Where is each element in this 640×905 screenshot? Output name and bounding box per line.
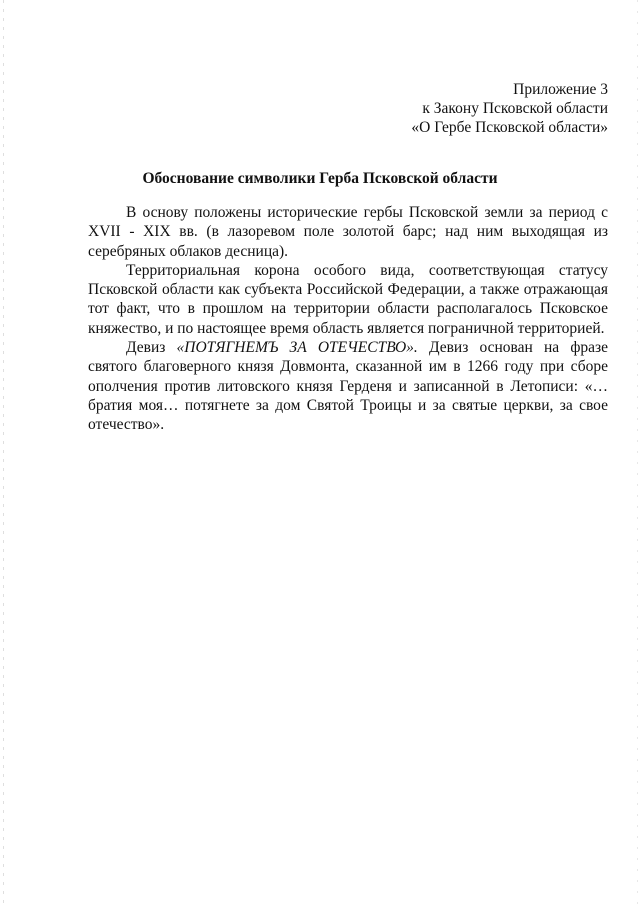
paragraph-historical-basis: В основу положены исторические гербы Псковской земли за период с XVII - XIX вв. (в лазоревом поле золотой барс; над ним выходящая из серебряных облаков десница). (88, 204, 608, 260)
motto-lead: Девиз (126, 339, 177, 357)
motto-explanation: Девиз основан на фразе святого благоверного князя Довмонта, сказанной им в 1266 году при сборе ополчения против литовского князя Герденя и записанной в Летописи: «…братия моя… потягнете за дом Святой Троицы и за святые церкви, за свое отечество». (88, 339, 609, 434)
paragraph-territorial-crown: Территориальная корона особого вида, соответствующая статусу Псковской области как субъекта Российской Федерации, а также отражающая тот факт, что в прошлом на территории области располагалось Псковское княжество, и по настоящее время область является пограничной территорией. (88, 261, 608, 337)
appendix-law-title: «О Гербе Псковской области» (411, 119, 608, 136)
document-title: Обоснование символики Герба Псковской области (142, 170, 498, 187)
scan-edge-right (637, 0, 638, 905)
appendix-header (411, 80, 608, 137)
motto-text: «ПОТЯГНЕМЪ ЗА ОТЕЧЕСТВО». (176, 339, 418, 357)
document-body (88, 203, 608, 435)
scan-edge-left (3, 0, 4, 905)
paragraph-motto (88, 338, 608, 434)
appendix-number: Приложение 3 (513, 81, 608, 98)
appendix-law-reference: к Закону Псковской области (422, 100, 608, 117)
